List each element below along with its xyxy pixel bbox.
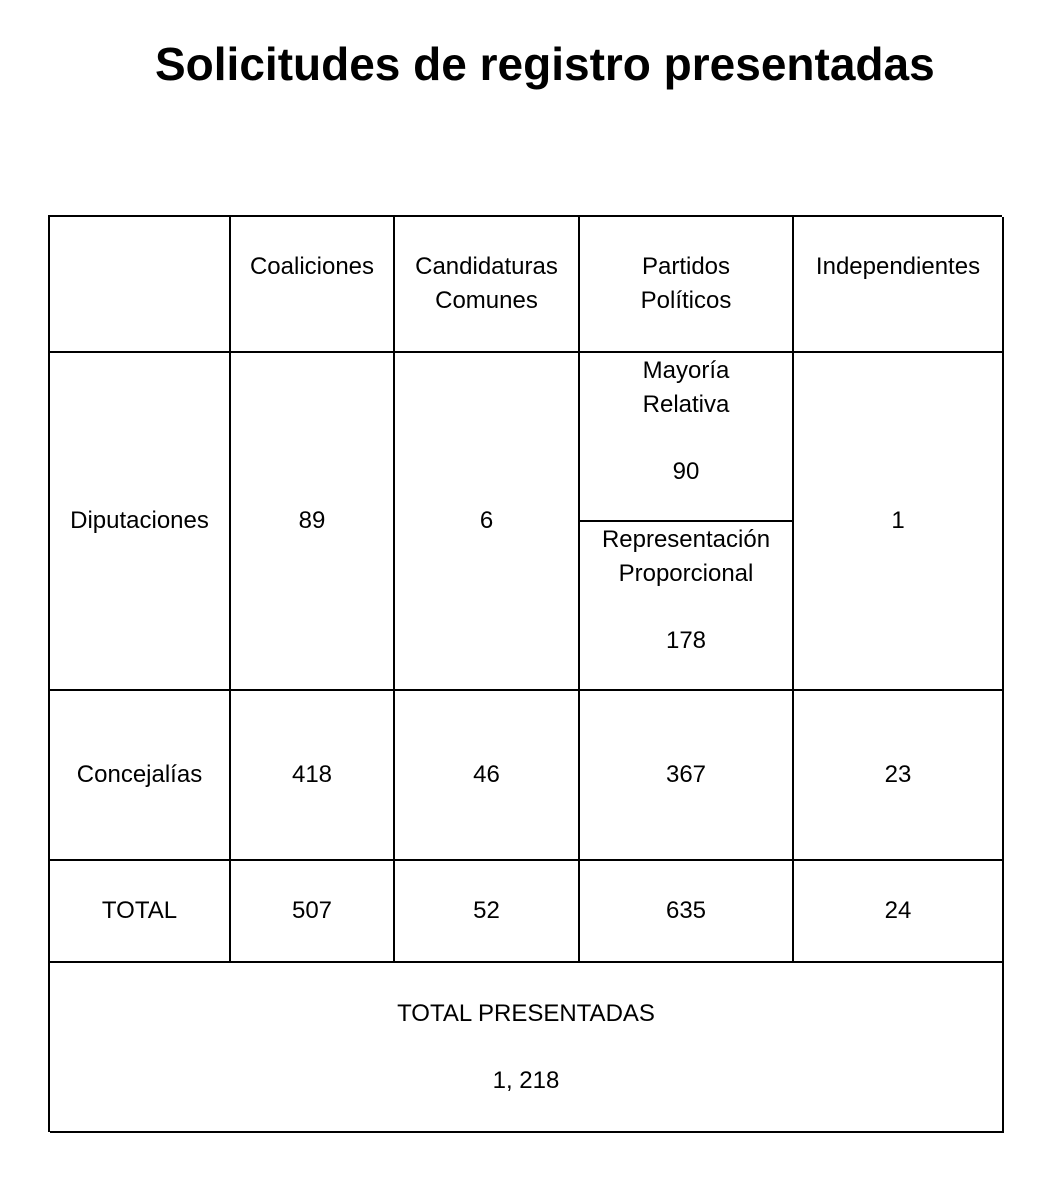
row-label-total: TOTAL — [50, 861, 231, 963]
total-partidos-politicos: 635 — [580, 861, 794, 963]
header-partidos-politicos: Partidos Políticos — [580, 217, 794, 353]
page-title: Solicitudes de registro presentadas — [155, 38, 935, 90]
registration-table — [48, 215, 1002, 1132]
grand-total-value: 1, 218 — [492, 1067, 560, 1094]
total-independientes: 24 — [794, 861, 1004, 963]
concejalias-partidos-politicos: 367 — [580, 691, 794, 861]
header-candidaturas-comunes: Candidaturas Comunes — [395, 217, 580, 353]
diputaciones-candidaturas-comunes: 6 — [395, 353, 580, 691]
header-independientes: Independientes — [794, 217, 1004, 353]
representacion-proporcional-label: Representación Proporcional — [601, 526, 771, 587]
diputaciones-mayoria-relativa — [580, 353, 794, 522]
grand-total — [50, 963, 1004, 1133]
header-corner — [50, 217, 231, 353]
diputaciones-coaliciones: 89 — [231, 353, 395, 691]
mayoria-relativa-label: Mayoría Relativa — [642, 357, 730, 418]
representacion-proporcional-value: 178 — [665, 627, 707, 654]
diputaciones-representacion-proporcional — [580, 522, 794, 691]
total-coaliciones: 507 — [231, 861, 395, 963]
grand-total-label: TOTAL PRESENTADAS — [397, 1000, 655, 1027]
diputaciones-independientes: 1 — [794, 353, 1004, 691]
row-label-diputaciones: Diputaciones — [50, 353, 231, 691]
total-candidaturas-comunes: 52 — [395, 861, 580, 963]
concejalias-coaliciones: 418 — [231, 691, 395, 861]
concejalias-independientes: 23 — [794, 691, 1004, 861]
concejalias-candidaturas-comunes: 46 — [395, 691, 580, 861]
header-coaliciones: Coaliciones — [231, 217, 395, 353]
row-label-concejalias: Concejalías — [50, 691, 231, 861]
mayoria-relativa-value: 90 — [672, 458, 700, 485]
